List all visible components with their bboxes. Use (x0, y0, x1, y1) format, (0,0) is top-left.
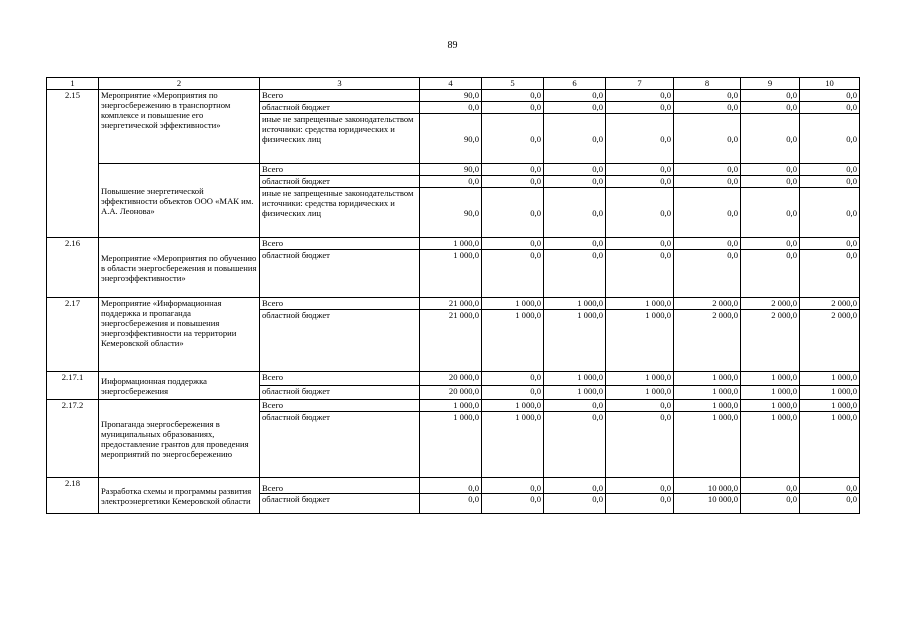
cell-value: 0,0 (420, 102, 482, 114)
cell-value: 0,0 (482, 102, 544, 114)
cell-value: 0,0 (544, 250, 606, 298)
column-header: 8 (674, 78, 741, 90)
cell-value: 0,0 (606, 478, 674, 494)
table-row (47, 478, 860, 494)
cell-value: 0,0 (800, 102, 860, 114)
cell-value: 0,0 (482, 90, 544, 102)
cell-value: 0,0 (544, 102, 606, 114)
cell-value: 0,0 (482, 372, 544, 386)
cell-value: 1 000,0 (674, 386, 741, 400)
cell-value: 1 000,0 (674, 412, 741, 478)
cell-value: 0,0 (800, 478, 860, 494)
source-label: Всего (260, 478, 420, 494)
cell-value: 21 000,0 (420, 298, 482, 310)
cell-value: 1 000,0 (674, 372, 741, 386)
cell-value: 0,0 (674, 102, 741, 114)
cell-value: 90,0 (420, 164, 482, 176)
cell-value: 0,0 (800, 250, 860, 298)
cell-value: 1 000,0 (420, 250, 482, 298)
cell-value: 0,0 (420, 494, 482, 514)
cell-value: 1 000,0 (482, 412, 544, 478)
cell-value: 0,0 (606, 102, 674, 114)
cell-value: 1 000,0 (544, 298, 606, 310)
page-number: 89 (447, 40, 458, 51)
cell-value: 2 000,0 (800, 310, 860, 372)
cell-value: 20 000,0 (420, 386, 482, 400)
cell-value: 0,0 (741, 478, 800, 494)
cell-value: 0,0 (482, 250, 544, 298)
cell-value: 10 000,0 (674, 478, 741, 494)
source-label: Всего (260, 400, 420, 412)
cell-value: 90,0 (420, 114, 482, 164)
cell-value: 0,0 (741, 102, 800, 114)
cell-value: 0,0 (800, 164, 860, 176)
table-row (47, 90, 860, 102)
cell-value: 0,0 (544, 188, 606, 238)
cell-value: 0,0 (741, 114, 800, 164)
cell-value: 0,0 (544, 494, 606, 514)
activity-name: Мероприятие «Мероприятия по энергосбережению в транспортном комплексе и повышение его энергетической эффективности» (99, 90, 260, 164)
budget-table (46, 77, 860, 514)
cell-value: 0,0 (674, 250, 741, 298)
activity-name: Повышение энергетической эффективности объектов ООО «МАК им. А.А. Леонова» (99, 164, 260, 238)
cell-value: 0,0 (482, 494, 544, 514)
cell-value: 0,0 (482, 478, 544, 494)
source-label: иные не запрещенные законодательством источники: средства юридических и физических лиц (260, 114, 420, 164)
cell-value: 0,0 (420, 176, 482, 188)
source-label: областной бюджет (260, 412, 420, 478)
table-row (47, 400, 860, 412)
cell-value: 0,0 (482, 114, 544, 164)
cell-value: 1 000,0 (544, 372, 606, 386)
source-label: иные не запрещенные законодательством источники: средства юридических и физических лиц (260, 188, 420, 238)
table-header-row (47, 78, 860, 90)
source-label: областной бюджет (260, 102, 420, 114)
cell-value: 0,0 (606, 412, 674, 478)
cell-value: 1 000,0 (482, 298, 544, 310)
activity-name: Разработка схемы и программы развития электроэнергетики Кемеровской области (99, 478, 260, 514)
cell-value: 0,0 (482, 188, 544, 238)
cell-value: 0,0 (674, 176, 741, 188)
cell-value: 90,0 (420, 188, 482, 238)
cell-value: 1 000,0 (741, 400, 800, 412)
cell-value: 0,0 (606, 114, 674, 164)
cell-value: 1 000,0 (544, 310, 606, 372)
cell-value: 1 000,0 (674, 400, 741, 412)
cell-value: 0,0 (606, 250, 674, 298)
table-row (47, 298, 860, 310)
cell-value: 0,0 (482, 164, 544, 176)
activity-name: Мероприятие «Информационная поддержка и пропаганда энергосбережения и повышения энергоэффективности на территории Кемеровской области» (99, 298, 260, 372)
cell-value: 1 000,0 (544, 386, 606, 400)
source-label: Всего (260, 164, 420, 176)
source-label: Всего (260, 90, 420, 102)
column-header: 10 (800, 78, 860, 90)
column-header: 4 (420, 78, 482, 90)
cell-value: 1 000,0 (800, 400, 860, 412)
source-label: областной бюджет (260, 310, 420, 372)
cell-value: 0,0 (544, 164, 606, 176)
cell-value: 0,0 (800, 114, 860, 164)
cell-value: 1 000,0 (741, 372, 800, 386)
cell-value: 21 000,0 (420, 310, 482, 372)
cell-value: 90,0 (420, 90, 482, 102)
column-header: 6 (544, 78, 606, 90)
cell-value: 0,0 (544, 412, 606, 478)
row-code: 2.15 (47, 90, 99, 238)
column-header: 3 (260, 78, 420, 90)
cell-value: 1 000,0 (741, 386, 800, 400)
source-label: Всего (260, 372, 420, 386)
source-label: Всего (260, 238, 420, 250)
cell-value: 1 000,0 (800, 372, 860, 386)
cell-value: 1 000,0 (800, 386, 860, 400)
cell-value: 0,0 (800, 188, 860, 238)
cell-value: 0,0 (741, 176, 800, 188)
cell-value: 0,0 (544, 400, 606, 412)
cell-value: 2 000,0 (741, 310, 800, 372)
cell-value: 0,0 (674, 238, 741, 250)
cell-value: 0,0 (800, 494, 860, 514)
cell-value: 0,0 (606, 238, 674, 250)
source-label: областной бюджет (260, 250, 420, 298)
cell-value: 0,0 (544, 176, 606, 188)
source-label: областной бюджет (260, 176, 420, 188)
cell-value: 1 000,0 (420, 400, 482, 412)
cell-value: 0,0 (741, 250, 800, 298)
activity-name: Мероприятие «Мероприятия по обучению в области энергосбережения и повышения энергоэффективности» (99, 238, 260, 298)
row-code: 2.17.1 (47, 372, 99, 400)
cell-value: 0,0 (741, 238, 800, 250)
column-header: 5 (482, 78, 544, 90)
table-row (47, 238, 860, 250)
cell-value: 2 000,0 (800, 298, 860, 310)
cell-value: 1 000,0 (741, 412, 800, 478)
cell-value: 0,0 (482, 238, 544, 250)
cell-value: 0,0 (544, 114, 606, 164)
cell-value: 0,0 (741, 164, 800, 176)
cell-value: 1 000,0 (420, 238, 482, 250)
activity-name: Пропаганда энергосбережения в муниципальных образованиях, предоставление грантов для проведения мероприятий по энергосбережению (99, 400, 260, 478)
cell-value: 0,0 (741, 90, 800, 102)
cell-value: 0,0 (482, 176, 544, 188)
cell-value: 0,0 (800, 238, 860, 250)
cell-value: 1 000,0 (606, 310, 674, 372)
cell-value: 20 000,0 (420, 372, 482, 386)
column-header: 7 (606, 78, 674, 90)
cell-value: 0,0 (674, 188, 741, 238)
source-label: областной бюджет (260, 386, 420, 400)
cell-value: 2 000,0 (674, 298, 741, 310)
cell-value: 0,0 (800, 90, 860, 102)
cell-value: 0,0 (800, 176, 860, 188)
cell-value: 0,0 (606, 164, 674, 176)
row-code: 2.17 (47, 298, 99, 372)
cell-value: 1 000,0 (482, 400, 544, 412)
cell-value: 0,0 (420, 478, 482, 494)
source-label: Всего (260, 298, 420, 310)
cell-value: 0,0 (482, 386, 544, 400)
cell-value: 0,0 (741, 188, 800, 238)
cell-value: 0,0 (606, 176, 674, 188)
cell-value: 1 000,0 (420, 412, 482, 478)
table-row (47, 372, 860, 386)
row-code: 2.16 (47, 238, 99, 298)
cell-value: 0,0 (674, 114, 741, 164)
cell-value: 0,0 (606, 90, 674, 102)
table-row (47, 164, 860, 176)
column-header: 2 (99, 78, 260, 90)
cell-value: 10 000,0 (674, 494, 741, 514)
cell-value: 0,0 (606, 400, 674, 412)
activity-name: Информационная поддержка энергосбережения (99, 372, 260, 400)
cell-value: 0,0 (606, 494, 674, 514)
cell-value: 2 000,0 (741, 298, 800, 310)
row-code: 2.18 (47, 478, 99, 514)
cell-value: 0,0 (544, 90, 606, 102)
cell-value: 0,0 (606, 188, 674, 238)
cell-value: 1 000,0 (482, 310, 544, 372)
cell-value: 1 000,0 (800, 412, 860, 478)
cell-value: 1 000,0 (606, 372, 674, 386)
cell-value: 1 000,0 (606, 386, 674, 400)
cell-value: 0,0 (544, 478, 606, 494)
cell-value: 0,0 (674, 164, 741, 176)
column-header: 9 (741, 78, 800, 90)
cell-value: 1 000,0 (606, 298, 674, 310)
cell-value: 0,0 (674, 90, 741, 102)
cell-value: 0,0 (544, 238, 606, 250)
column-header: 1 (47, 78, 99, 90)
cell-value: 0,0 (741, 494, 800, 514)
source-label: областной бюджет (260, 494, 420, 514)
row-code: 2.17.2 (47, 400, 99, 478)
cell-value: 2 000,0 (674, 310, 741, 372)
